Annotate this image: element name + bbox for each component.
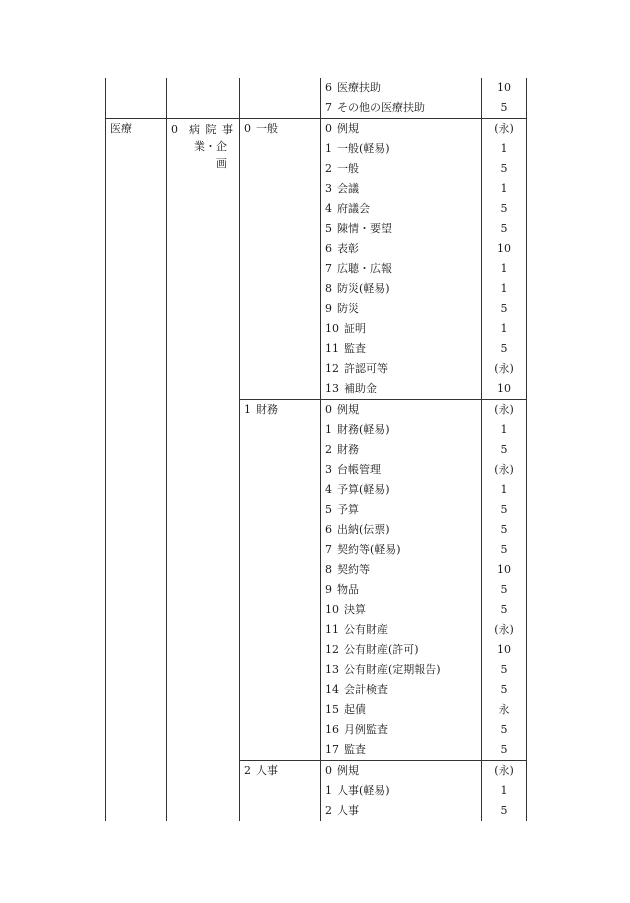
small-name: 公有財産 bbox=[344, 623, 388, 636]
small-category-cell bbox=[321, 781, 482, 801]
small-category-cell bbox=[321, 339, 482, 359]
small-name: 人事(軽易) bbox=[337, 784, 390, 797]
small-category-cell bbox=[321, 159, 482, 179]
mid-name: 財務 bbox=[256, 403, 278, 416]
small-category-cell bbox=[321, 199, 482, 219]
small-code: 16 bbox=[325, 723, 339, 736]
small-category-cell bbox=[321, 680, 482, 700]
small-category-cell bbox=[321, 580, 482, 600]
small-code: 4 bbox=[325, 483, 332, 496]
retention-cell: 1 bbox=[482, 781, 527, 801]
small-code: 8 bbox=[325, 563, 332, 576]
retention-cell: 10 bbox=[482, 640, 527, 660]
retention-cell: 5 bbox=[482, 520, 527, 540]
small-code: 0 bbox=[325, 403, 332, 416]
retention-cell: 5 bbox=[482, 299, 527, 319]
small-code: 11 bbox=[325, 623, 339, 636]
small-category-cell bbox=[321, 620, 482, 640]
small-code: 7 bbox=[325, 543, 332, 556]
small-name: 予算 bbox=[337, 503, 359, 516]
small-code: 5 bbox=[325, 222, 332, 235]
mid-code: 1 bbox=[244, 403, 251, 416]
retention-cell: 1 bbox=[482, 420, 527, 440]
small-code: 1 bbox=[325, 423, 332, 436]
small-name: 契約等(軽易) bbox=[337, 543, 401, 556]
major-cell-empty bbox=[106, 78, 167, 119]
small-name: 許認可等 bbox=[344, 362, 388, 375]
small-code: 8 bbox=[325, 282, 332, 295]
small-category-cell bbox=[321, 740, 482, 761]
retention-cell: (永) bbox=[482, 400, 527, 421]
retention-cell: 5 bbox=[482, 98, 527, 119]
retention-cell: 1 bbox=[482, 319, 527, 339]
retention-cell: 5 bbox=[482, 199, 527, 219]
small-name: 陳情・要望 bbox=[337, 222, 392, 235]
small-category-cell bbox=[321, 379, 482, 400]
small-code: 13 bbox=[325, 663, 339, 676]
small-code: 17 bbox=[325, 743, 339, 756]
small-category-cell bbox=[321, 660, 482, 680]
small-name: 監査 bbox=[344, 743, 366, 756]
small-category-cell bbox=[321, 801, 482, 821]
small-name: 例規 bbox=[337, 403, 359, 416]
small-code: 9 bbox=[325, 302, 332, 315]
small-category-cell bbox=[321, 359, 482, 379]
small-name: 防災 bbox=[337, 302, 359, 315]
small-code: 0 bbox=[325, 122, 332, 135]
retention-cell: 1 bbox=[482, 279, 527, 299]
small-name: 防災(軽易) bbox=[337, 282, 390, 295]
small-category-cell bbox=[321, 480, 482, 500]
small-category-cell bbox=[321, 119, 482, 140]
retention-cell: 5 bbox=[482, 500, 527, 520]
retention-cell: 5 bbox=[482, 720, 527, 740]
small-name: 物品 bbox=[337, 583, 359, 596]
mid-category bbox=[240, 400, 321, 761]
retention-cell: (永) bbox=[482, 460, 527, 480]
small-category-cell bbox=[321, 640, 482, 660]
small-category-cell bbox=[321, 98, 482, 119]
small-code: 11 bbox=[325, 342, 339, 355]
small-code: 1 bbox=[325, 142, 332, 155]
big-category-label bbox=[171, 119, 233, 172]
retention-cell: 5 bbox=[482, 440, 527, 460]
small-category-cell bbox=[321, 440, 482, 460]
retention-cell: 5 bbox=[482, 801, 527, 821]
small-name: その他の医療扶助 bbox=[337, 101, 425, 114]
small-code: 15 bbox=[325, 703, 339, 716]
retention-cell: 5 bbox=[482, 660, 527, 680]
small-name: 契約等 bbox=[337, 563, 370, 576]
small-name: 例規 bbox=[337, 122, 359, 135]
retention-cell: 永 bbox=[482, 700, 527, 720]
small-code: 7 bbox=[325, 262, 332, 275]
small-name: 公有財産(許可) bbox=[344, 643, 419, 656]
small-name: 出納(伝票) bbox=[337, 523, 390, 536]
small-code: 12 bbox=[325, 643, 339, 656]
small-category-cell bbox=[321, 279, 482, 299]
retention-cell: 5 bbox=[482, 339, 527, 359]
small-category-cell bbox=[321, 600, 482, 620]
small-code: 6 bbox=[325, 523, 332, 536]
small-code: 5 bbox=[325, 503, 332, 516]
small-name: 一般(軽易) bbox=[337, 142, 390, 155]
small-code: 9 bbox=[325, 583, 332, 596]
small-category-cell bbox=[321, 219, 482, 239]
retention-cell: 5 bbox=[482, 219, 527, 239]
retention-cell: 10 bbox=[482, 560, 527, 580]
table-row bbox=[106, 119, 527, 140]
retention-cell: 5 bbox=[482, 680, 527, 700]
small-category-cell bbox=[321, 139, 482, 159]
small-category-cell bbox=[321, 500, 482, 520]
small-name: 府議会 bbox=[337, 202, 370, 215]
small-name: 財務 bbox=[337, 443, 359, 456]
retention-cell: 10 bbox=[482, 239, 527, 259]
small-category-cell bbox=[321, 460, 482, 480]
retention-cell: 1 bbox=[482, 480, 527, 500]
small-code: 4 bbox=[325, 202, 332, 215]
small-name: 医療扶助 bbox=[337, 81, 381, 94]
small-code: 3 bbox=[325, 182, 332, 195]
retention-cell: (永) bbox=[482, 359, 527, 379]
small-category-cell bbox=[321, 420, 482, 440]
small-name: 起債 bbox=[344, 703, 366, 716]
retention-cell: 5 bbox=[482, 600, 527, 620]
small-code: 1 bbox=[325, 784, 332, 797]
mid-code: 2 bbox=[244, 764, 251, 777]
small-name: 広聴・広報 bbox=[337, 262, 392, 275]
small-category-cell bbox=[321, 560, 482, 580]
small-name: 財務(軽易) bbox=[337, 423, 390, 436]
retention-cell: (永) bbox=[482, 620, 527, 640]
small-name: 例規 bbox=[337, 764, 359, 777]
retention-cell: 1 bbox=[482, 179, 527, 199]
big-name-line2: 業・企画 bbox=[194, 140, 227, 170]
small-code: 2 bbox=[325, 443, 332, 456]
big-category bbox=[167, 119, 240, 822]
retention-cell: 10 bbox=[482, 379, 527, 400]
mid-cell-empty bbox=[240, 78, 321, 119]
small-name: 一般 bbox=[337, 162, 359, 175]
small-name: 監査 bbox=[344, 342, 366, 355]
small-category-cell bbox=[321, 540, 482, 560]
small-category-cell bbox=[321, 299, 482, 319]
mid-category bbox=[240, 119, 321, 400]
mid-name: 人事 bbox=[256, 764, 278, 777]
small-name: 補助金 bbox=[344, 382, 377, 395]
small-category-cell bbox=[321, 319, 482, 339]
big-name-line1: 病院事 bbox=[189, 123, 233, 136]
big-code: 0 bbox=[171, 123, 178, 136]
small-name: 月例監査 bbox=[344, 723, 388, 736]
major-category: 医療 bbox=[106, 119, 167, 822]
small-category-cell bbox=[321, 400, 482, 421]
small-category-cell bbox=[321, 78, 482, 98]
retention-cell: (永) bbox=[482, 761, 527, 782]
table-row bbox=[106, 78, 527, 98]
retention-cell: 5 bbox=[482, 740, 527, 761]
small-name: 会議 bbox=[337, 182, 359, 195]
small-code: 13 bbox=[325, 382, 339, 395]
small-name: 台帳管理 bbox=[337, 463, 381, 476]
mid-code: 0 bbox=[244, 122, 251, 135]
retention-cell: 10 bbox=[482, 78, 527, 98]
table-body bbox=[106, 78, 527, 821]
retention-cell: 5 bbox=[482, 540, 527, 560]
small-category-cell bbox=[321, 700, 482, 720]
small-code: 10 bbox=[325, 603, 339, 616]
small-code: 3 bbox=[325, 463, 332, 476]
small-category-cell bbox=[321, 259, 482, 279]
small-code: 6 bbox=[325, 242, 332, 255]
retention-schedule-table bbox=[105, 78, 527, 821]
small-category-cell bbox=[321, 761, 482, 782]
small-code: 10 bbox=[325, 322, 339, 335]
retention-cell: 5 bbox=[482, 580, 527, 600]
small-code: 7 bbox=[325, 101, 332, 114]
small-category-cell bbox=[321, 179, 482, 199]
small-code: 2 bbox=[325, 162, 332, 175]
retention-cell: (永) bbox=[482, 119, 527, 140]
small-category-cell bbox=[321, 720, 482, 740]
small-name: 公有財産(定期報告) bbox=[344, 663, 441, 676]
small-name: 証明 bbox=[344, 322, 366, 335]
small-code: 6 bbox=[325, 81, 332, 94]
retention-cell: 1 bbox=[482, 259, 527, 279]
small-name: 予算(軽易) bbox=[337, 483, 390, 496]
retention-cell: 1 bbox=[482, 139, 527, 159]
small-code: 2 bbox=[325, 804, 332, 817]
small-code: 14 bbox=[325, 683, 339, 696]
retention-cell: 5 bbox=[482, 159, 527, 179]
small-name: 決算 bbox=[344, 603, 366, 616]
small-code: 0 bbox=[325, 764, 332, 777]
small-code: 12 bbox=[325, 362, 339, 375]
small-name: 表彰 bbox=[337, 242, 359, 255]
small-name: 会計検査 bbox=[344, 683, 388, 696]
small-category-cell bbox=[321, 239, 482, 259]
big-cell-empty bbox=[167, 78, 240, 119]
mid-name: 一般 bbox=[256, 122, 278, 135]
mid-category bbox=[240, 761, 321, 822]
small-name: 人事 bbox=[337, 804, 359, 817]
small-category-cell bbox=[321, 520, 482, 540]
